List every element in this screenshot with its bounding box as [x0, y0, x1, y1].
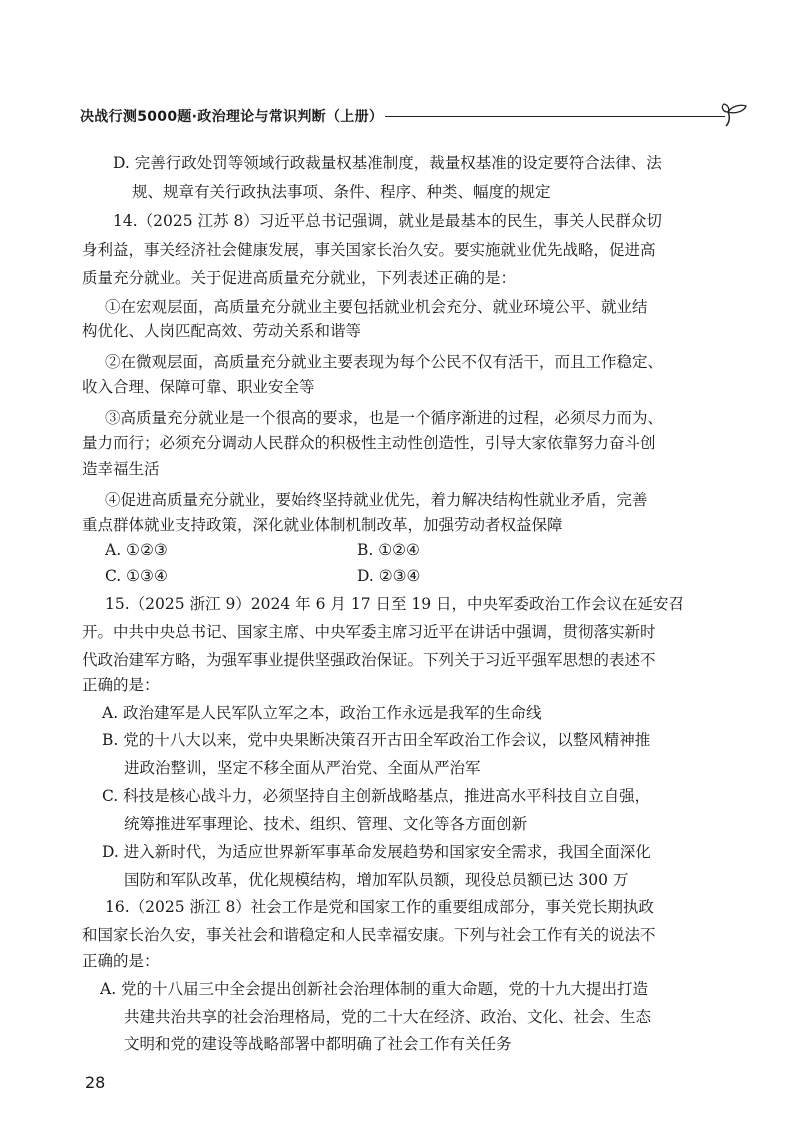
q14-stem-line2: 身利益，事关经济社会健康发展，事关国家长治久安。要实施就业优先战略，促进高 [82, 241, 656, 259]
book-title: 决战行测5000题·政治理论与常识判断（上册） [80, 109, 384, 125]
q14-statement-3-line3: 造幸福生活 [82, 460, 160, 478]
q14-statement-2-line2: 收入合理、保障可靠、职业安全等 [82, 378, 315, 396]
q14-statement-4-line2: 重点群体就业支持政策，深化就业体制机制改革，加强劳动者权益保障 [82, 516, 563, 534]
q15-option-c-line1: C. 科技是核心战斗力，必须坚持自主创新战略基点，推进高水平科技自立自强， [102, 787, 651, 805]
q15-option-c-line2: 统筹推进军事理论、技术、组织、管理、文化等各方面创新 [124, 815, 528, 833]
page-number: 28 [85, 1073, 106, 1092]
q13-option-d-line1: D. 完善行政处罚等领域行政裁量权基准制度，裁量权基准的设定要符合法律、法 [113, 154, 662, 172]
q14-statement-1-line2: 构优化、人岗匹配高效、劳动关系和谐等 [82, 322, 362, 340]
q15-option-b-line2: 进政治整训，坚定不移全面从严治党、全面从严治军 [124, 759, 481, 777]
q15-stem-line4: 正确的是： [82, 676, 160, 694]
header-rule [385, 116, 725, 117]
q15-stem-line3: 代政治建军方略，为强军事业提供坚强政治保证。下列关于习近平强军思想的表述不 [82, 651, 656, 669]
q14-statement-1-line1: ①在宏观层面，高质量充分就业主要包括就业机会充分、就业环境公平、就业结 [105, 298, 648, 316]
q14-option-b: B. ①②④ [357, 541, 420, 559]
q14-statement-2-line1: ②在微观层面，高质量充分就业主要表现为每个公民不仅有活干，而且工作稳定、 [105, 353, 664, 371]
q14-stem-line1: 14.（2025 江苏 8）习近平总书记强调，就业是最基本的民生，事关人民群众切 [113, 212, 662, 230]
q16-option-a-line3: 文明和党的建设等战略部署中都明确了社会工作有关任务 [124, 1035, 512, 1053]
q16-option-a-line2: 共建共治共享的社会治理格局，党的二十大在经济、政治、文化、社会、生态 [124, 1008, 652, 1026]
q14-statement-3-line1: ③高质量充分就业是一个很高的要求，也是一个循序渐进的过程，必须尽力而为、 [105, 409, 664, 427]
q15-stem-line2: 开。中共中央总书记、国家主席、中央军委主席习近平在讲话中强调，贯彻落实新时 [82, 623, 656, 641]
q15-option-b-line1: B. 党的十八大以来，党中央果断决策召开古田全军政治工作会议，以整风精神推 [102, 731, 651, 749]
q15-option-d-line1: D. 进入新时代，为适应世界新军事革命发展趋势和国家安全需求，我国全面深化 [102, 843, 651, 861]
q14-statement-3-line2: 量力而行；必须充分调动人民群众的积极性主动性创造性，引导大家依靠努力奋斗创 [82, 434, 656, 452]
q16-stem-line1: 16.（2025 浙江 8）社会工作是党和国家工作的重要组成部分，事关党长期执政 [105, 898, 654, 916]
sprout-icon [720, 100, 750, 128]
q16-stem-line3: 正确的是： [82, 952, 160, 970]
q14-stem-line3: 质量充分就业。关于促进高质量充分就业，下列表述正确的是： [82, 269, 517, 287]
q14-option-c: C. ①③④ [105, 567, 168, 585]
q14-statement-4-line1: ④促进高质量充分就业，要始终坚持就业优先，着力解决结构性就业矛盾，完善 [105, 491, 648, 509]
q14-option-a: A. ①②③ [105, 541, 168, 559]
q14-option-d: D. ②③④ [357, 567, 421, 585]
running-header [80, 100, 720, 130]
q16-stem-line2: 和国家长治久安，事关社会和谐稳定和人民幸福安康。下列与社会工作有关的说法不 [82, 926, 656, 944]
q16-option-a-line1: A. 党的十八届三中全会提出创新社会治理体制的重大命题，党的十九大提出打造 [100, 980, 649, 998]
q15-stem-line1: 15.（2025 浙江 9）2024 年 6 月 17 日至 19 日，中央军委政治工作会议在延安召 [105, 595, 685, 613]
q15-option-d-line2: 国防和军队改革，优化规模结构，增加军队员额，现役总员额已达 300 万 [124, 871, 629, 889]
q15-option-a: A. 政治建军是人民军队立军之本，政治工作永远是我军的生命线 [102, 704, 542, 722]
q13-option-d-line2: 规、规章有关行政执法事项、条件、程序、种类、幅度的规定 [132, 183, 551, 201]
